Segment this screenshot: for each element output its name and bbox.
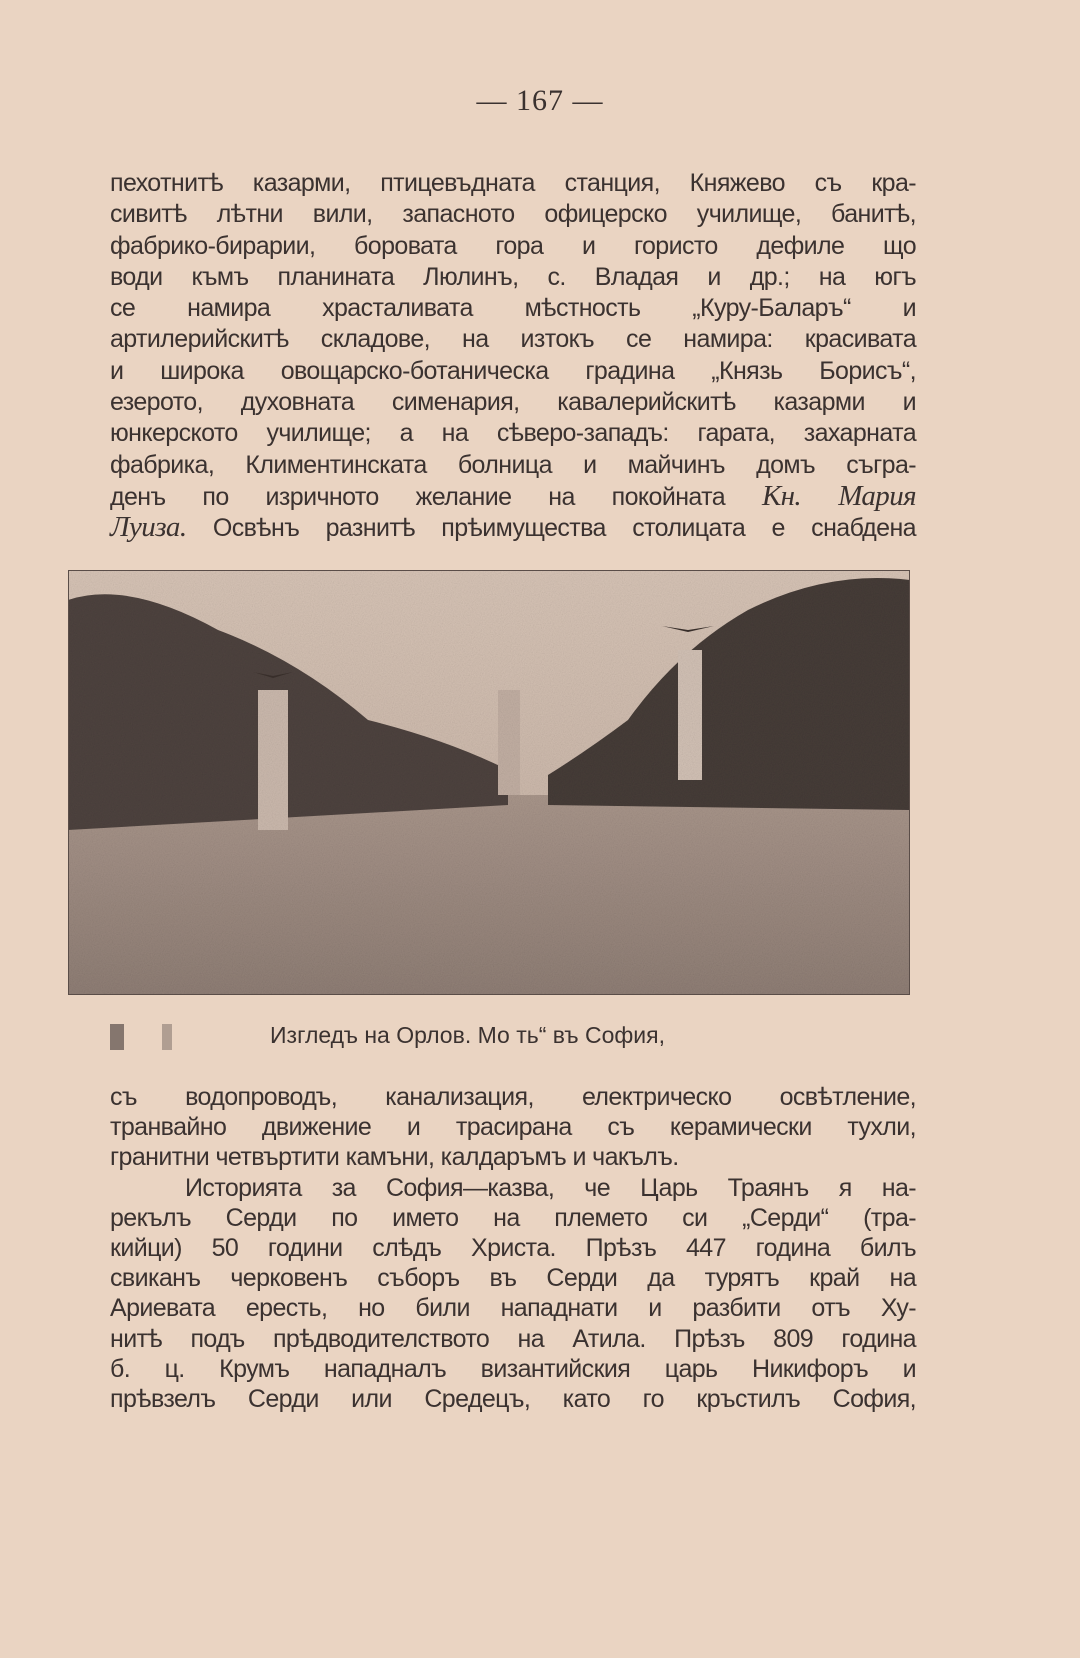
text-line: езерото, духовната сименария, кавалерийскитѣ казарми и <box>110 388 916 417</box>
text-line: артилерийскитѣ складове, на изтокъ се намира: красивата <box>110 325 916 354</box>
paragraph-2 <box>110 1082 916 1414</box>
print-smudge <box>110 1024 124 1050</box>
text-line: рекълъ Серди по името на племето си „Серди“ (тра- <box>110 1203 916 1232</box>
text-line: нитѣ подъ прѣдводителството на Атила. Прѣзъ 809 година <box>110 1324 916 1353</box>
street-photo <box>68 570 910 995</box>
text-line: се намира храсталивата мѣстность „Куру-Баларъ“ и <box>110 294 916 323</box>
text-fragment: Освѣнъ разнитѣ прѣимущества столицата е снабдена <box>212 514 916 543</box>
text-line: кийци) 50 години слѣдъ Христа. Прѣзъ 447 година билъ <box>110 1233 916 1262</box>
text-line: съ водопроводъ, канализация, електрическо освѣтление, <box>110 1083 916 1111</box>
photo-caption: Изгледъ на Орлов. Мо ть“ въ София, <box>270 1022 665 1048</box>
print-smudge <box>162 1024 172 1050</box>
text-line <box>110 512 916 543</box>
paragraph-1 <box>110 168 916 544</box>
text-line: прѣвзелъ Серди или Средецъ, като го кръстилъ София, <box>110 1384 916 1413</box>
text-line: и широка овощарско-ботаническа градина „Князь Борисъ“, <box>110 356 916 385</box>
text-line: б. ц. Крумъ нападналъ византийския царь Никифоръ и <box>110 1354 916 1383</box>
text-line: води къмъ планината Люлинъ, с. Владая и др.; на югъ <box>110 262 916 291</box>
text-line: пехотнитѣ казарми, птицевъдната станция, Княжево съ кра- <box>110 169 916 197</box>
text-line: юнкерското училище; а на сѣверо-западъ: гарата, захарната <box>110 419 916 448</box>
text-line: сивитѣ лѣтни вили, запасното офицерско училище, банитѣ, <box>110 200 916 229</box>
text-line: гранитни четвъртити камъни, калдаръмъ и чакълъ. <box>110 1143 679 1172</box>
text-fragment: денъ по изричното желание на покойната <box>110 482 726 511</box>
text-line: свиканъ черковенъ съборъ въ Серди да турятъ край на <box>110 1264 916 1293</box>
italic-name: Кн. Мария <box>761 479 916 512</box>
text-line: транвайно движение и трасирана съ керамически тухли, <box>110 1113 916 1142</box>
italic-name: Луиза. <box>110 511 187 544</box>
text-line: Историята за София—казва, че Царь Траянъ я на- <box>185 1173 916 1202</box>
text-line <box>110 481 916 512</box>
text-line: фабрика, Климентинската болница и майчинъ домъ съгра- <box>110 450 916 479</box>
text-line: фабрико-бирарии, боровата гора и гористо дефиле що <box>110 231 916 260</box>
page-number: — 167 — <box>476 84 604 117</box>
text-line: Ариевата ересть, но били нападнати и разбити отъ Ху- <box>110 1294 916 1323</box>
